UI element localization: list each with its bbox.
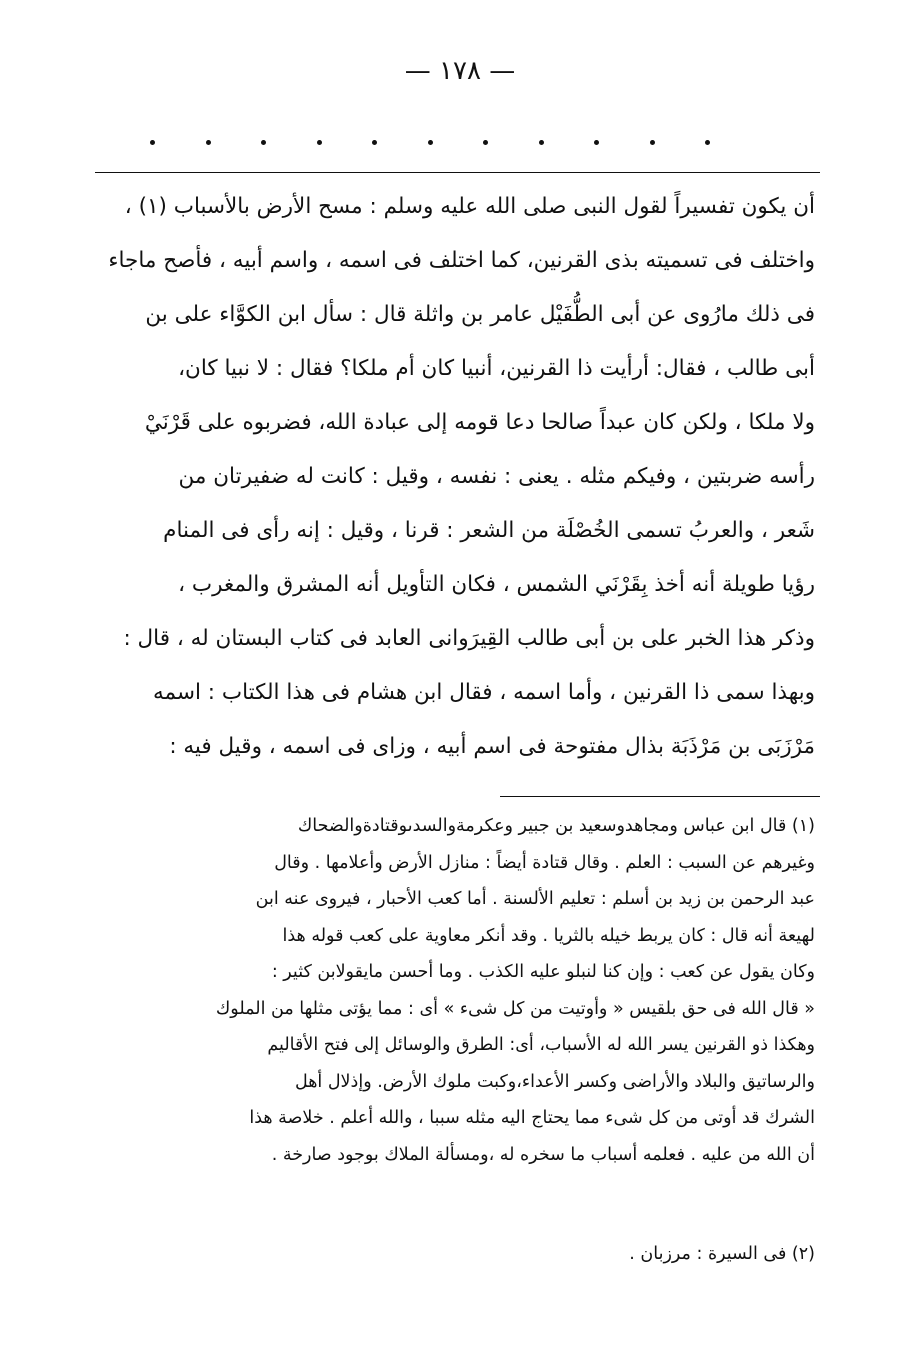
main-text-line: أن يكون تفسيراً لقول النبى صلى الله عليه وسلم : مسح الأرض بالأسباب (١) ،	[124, 194, 815, 219]
footnote-rule	[500, 796, 820, 797]
separator-dot	[594, 140, 599, 145]
footnote-line: الشرك قد أوتى من كل شىء مما يحتاج اليه مثله سببا ، والله أعلم . خلاصة هذا	[249, 1108, 815, 1128]
footnote-line: وكان يقول عن كعب : وإن كنا لنبلو عليه الكذب . وما أحسن مايقولابن كثير :	[271, 962, 815, 982]
top-rule	[95, 172, 820, 173]
main-text-line: ولا ملكا ، ولكن كان عبداً صالحا دعا قومه إلى عبادة الله، فضربوه على قَرْنَيْ	[144, 410, 815, 435]
footnote-line: « قال الله فى حق بلقيس « وأوتيت من كل شىء » أى : مما يؤتى مثلها من الملوك	[215, 998, 815, 1019]
main-text-line: رؤيا طويلة أنه أخذ بِقَرْنَي الشمس ، فكان التأويل أنه المشرق والمغرب ،	[178, 572, 815, 597]
main-text-line: وبهذا سمى ذا القرنين ، وأما اسمه ، فقال ابن هشام فى هذا الكتاب : اسمه	[153, 680, 815, 705]
separator-dot	[483, 140, 488, 145]
main-text-line: وذكر هذا الخبر على بن أبى طالب القِيرَوانى العابد فى كتاب البستان له ، قال :	[123, 626, 815, 651]
page-number: — ١٧٨ —	[404, 56, 516, 86]
separator-dot	[428, 140, 433, 145]
footnote-1	[95, 808, 815, 1173]
footnote-2: (٢) فى السيرة : مرزبان .	[629, 1244, 815, 1264]
separator-dot	[539, 140, 544, 145]
separator-dot	[317, 140, 322, 145]
separator-dots	[150, 140, 710, 145]
footnote-line: لهيعة أنه قال : كان يربط خيله بالثريا . وقد أنكر معاوية على كعب قوله هذا	[282, 925, 815, 946]
main-text-line: أبى طالب ، فقال: أرأيت ذا القرنين، أنبيا كان أم ملكا؟ فقال : لا نبيا كان،	[178, 356, 815, 381]
main-text-line: واختلف فى تسميته بذى القرنين، كما اختلف فى اسمه ، واسم أبيه ، فأصح ماجاء	[108, 248, 815, 273]
footnote-line: عبد الرحمن بن زيد بن أسلم : تعليم الألسنة . أما كعب الأحبار ، فيروى عنه ابن	[255, 889, 815, 909]
main-text-line: رأسه ضربتين ، وفيكم مثله . يعنى : نفسه ، وقيل : كانت له ضفيرتان من	[178, 464, 815, 489]
separator-dot	[372, 140, 377, 145]
footnote-line: (١) قال ابن عباس ومجاهدوسعيد بن جبير وعكرمةوالسدىوقتادةوالضحاك	[297, 816, 815, 836]
main-text-body	[95, 180, 815, 774]
footnote-line: وهكذا ذو القرنين يسر الله له الأسباب، أى: الطرق والوسائل إلى فتح الأقاليم	[267, 1035, 815, 1055]
separator-dot	[150, 140, 155, 145]
separator-dot	[206, 140, 211, 145]
main-text-line: شَعر ، والعربُ تسمى الخُصْلَة من الشعر : قرنا ، وقيل : إنه رأى فى المنام	[163, 518, 815, 543]
footnote-line: أن الله من عليه . فعلمه أسباب ما سخره له ،ومسألة الملاك بوجود صارخة .	[271, 1144, 815, 1165]
footnote-line: والرساتيق والبلاد والأراضى وكسر الأعداء،وكبت ملوك الأرض. وإذلال أهل	[294, 1071, 815, 1092]
separator-dot	[261, 140, 266, 145]
footnote-line: وغيرهم عن السبب : العلم . وقال قتادة أيضاً : منازل الأرض وأعلامها . وقال	[274, 852, 815, 873]
main-text-line: مَرْزَبَى بن مَرْذَبَة بذال مفتوحة فى اسم أبيه ، وزاى فى اسمه ، وقيل فيه :	[169, 734, 815, 759]
separator-dot	[650, 140, 655, 145]
main-text-line: فى ذلك مارُوى عن أبى الطُّفَيْل عامر بن واثلة قال : سأل ابن الكوَّاء على بن	[145, 302, 815, 327]
separator-dot	[705, 140, 710, 145]
